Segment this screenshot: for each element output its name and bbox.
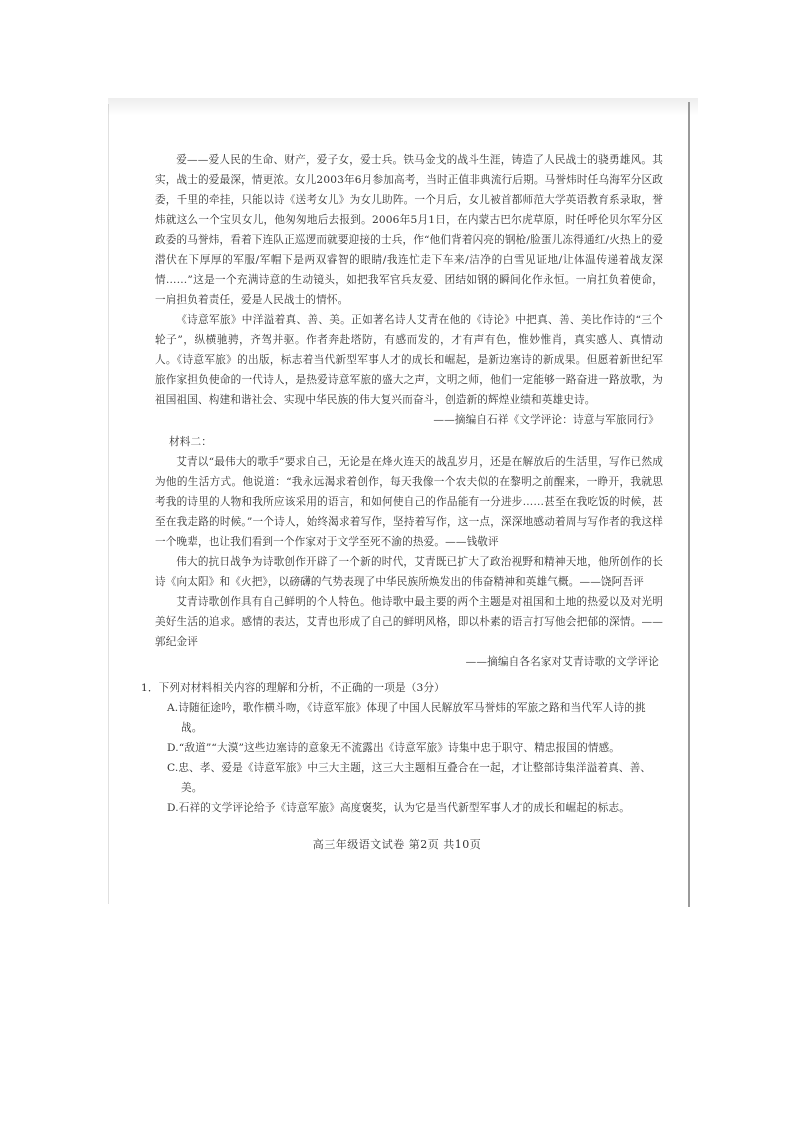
exam-page-content — [141, 150, 663, 818]
source-citation: ——摘编自各名家对艾青诗歌的文学评论 — [465, 656, 659, 668]
option-b: D.“敌道”“大漠”这些边塞诗的意象无不流露出《诗意军旅》诗集中忠于职守、精忠报国的情感。 — [167, 742, 621, 754]
body-paragraph: 《诗意军旅》中洋溢着真、善、美。正如著名诗人艾青在他的《诗论》中把真、善、美比作诗的“三个轮子”，纵横驰骋，齐驾并驱。作者奔赴塔防，有感而发的，才有声有色，惟妙惟肖，真实感人、真情动人。《诗意军旅》的出版，标志着当代新型军事人才的成长和崛起，是新边塞诗的新成果。但愿着新世纪军旅作家担负使命的一代诗人，是热爱诗意军旅的盛大之声，文明之师，他们一定能够一路奋进一路放歌，为祖国祖国、构建和谐社会、实现中华民族的伟大复兴而奋斗，创造新的辉煌业绩和英雄史诗。 — [155, 314, 663, 406]
scan-edge-left — [108, 104, 109, 904]
body-paragraph: 伟大的抗日战争为诗歌创作开辟了一个新的时代，艾青既已扩大了政治视野和精神天地，他所创作的长诗《向太阳》和《火把》，以磅礴的气势表现了中华民族所焕发出的伟奋精神和英雄气概。——饶阿吾评 — [155, 556, 663, 588]
scan-shadow-top — [108, 98, 698, 116]
option-d: D.石祥的文学评论给予《诗意军旅》高度褒奖，认为它是当代新型军事人才的成长和崛起的标志。 — [167, 802, 631, 814]
scan-edge-right — [688, 102, 690, 907]
question-stem: 1．下列对材料相关内容的理解和分析，不正确的一项是（3分） — [141, 682, 445, 694]
option-a: A.诗随征途吟，歌作横斗吻，《诗意军旅》体现了中国人民解放军马誉炜的军旅之路和当代军人诗的挑战。 — [167, 702, 646, 734]
option-c: C.忠、孝、爱是《诗意军旅》中三大主题，这三大主题相互叠合在一起，才让整部诗集洋溢着真、善、美。 — [167, 762, 652, 794]
question-block — [141, 678, 663, 818]
body-paragraph: 艾青以“最伟大的歌手”要求自己，无论是在烽火连天的战乱岁月，还是在解放后的生活里，写作已然成为他的生活方式。他说道：“我永远渴求着创作，每天我像一个农夫似的在黎明之前醒来，一睁开，我就思考我的诗里的人物和我所应该采用的语言，和如何使自己的作品能有一分进步……甚至在我吃饭的时候，甚至在我走路的时候。”一个诗人，始终渴求着写作，坚持着写作，这一点，深深地感动着周与写作者的我这样一个晚辈，也让我们看到一个作家对于文学至死不渝的热爱。——钱敬评 — [155, 456, 663, 548]
source-citation: ——摘编自石祥《文学评论：诗意与军旅同行》 — [433, 414, 659, 426]
material-heading: 材料二： — [169, 436, 212, 448]
body-paragraph: 爱——爱人民的生命、财产，爱子女，爱士兵。铁马金戈的战斗生涯，铸造了人民战士的骁勇雄风。其实，战士的爱最深，情更浓。女儿2003年6月参加高考，当时正值非典流行后期。马誉炜时任乌海军分区政委，千里的牵挂，只能以诗《送考女儿》为女儿助阵。一个月后，女儿被首都师范大学英语教育系录取，誉炜就这么一个宝贝女儿，他匆匆地后去报到。2006年5月1日，在内蒙古巴尔虎草原，时任呼伦贝尔军分区政委的马誉炜，看着下连队正巡逻而就要迎接的士兵，作“他们背着闪亮的钢枪/脸蛋儿冻得通红/火热上的爱潜伏在下厚厚的军服/军帽下是两双睿智的眼睛/我连忙走下车来/洁净的白雪见证地/让体温传递着战友深情……”这是一个充满诗意的生动镜头，如把我军官兵友爱、团结如钢的瞬间化作永恒。一肩扛负着使命，一肩担负着责任，爱是人民战士的情怀。 — [155, 154, 663, 306]
body-paragraph: 艾青诗歌创作具有自己鲜明的个人特色。他诗歌中最主要的两个主题是对祖国和土地的热爱以及对光明美好生活的追求。感情的表达，艾青也形成了自己的鲜明风格，即以朴素的语言打写他会把郁的深情。——郭纪金评 — [155, 596, 663, 648]
page-footer: 高三年级语文试卷 第2页 共10页 — [312, 838, 482, 851]
